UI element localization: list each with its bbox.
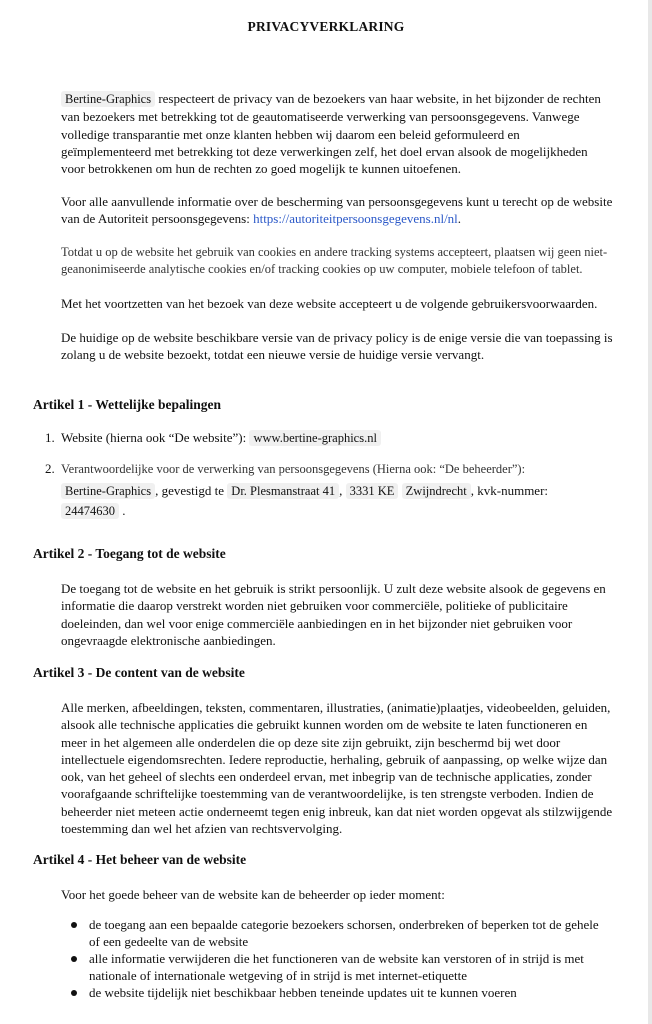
list-item-beheerder-label: Verantwoordelijke voor de verwerking van persoonsgegevens (Hierna ook: “De beheerder”): bbox=[61, 462, 526, 476]
kvk-chip: 24474630 bbox=[61, 503, 119, 519]
intro-paragraph-1 bbox=[61, 90, 613, 177]
company-name-chip: Bertine-Graphics bbox=[61, 91, 155, 107]
artikel-3-text: Alle merken, afbeeldingen, teksten, commentaren, illustraties, (animatie)plaatjes, videobeelden, geluiden, alsook alle technische applicaties die gebruikt kunnen worden om de website te laten functioneren en meer in het algemeen alle onderdelen die op deze site zijn gebruikt, zijn beschermd bij wet door intellectuele eigendomsrechten. Iedere reproductie, herhaling, gebruik of aanpassing, op welke wijze dan ook, van het geheel of slechts een onderdeel ervan, met inbegrip van de technische applicaties, zonder voorafgaande schriftelijke toestemming van de verantwoordelijke, is ten strengste verboden. Indien de beheerder niet meteen actie onderneemt tegen enig inbreuk, kan dat niet worden opgevat als stilzwijgende toestemming dan wel het afzien van rechtsvervolging. bbox=[61, 700, 613, 837]
postcode-chip: 3331 KE bbox=[346, 483, 399, 499]
gevestigd-text: , gevestigd te bbox=[155, 483, 225, 498]
artikel-1-heading: Artikel 1 - Wettelijke bepalingen bbox=[33, 397, 221, 412]
comma-text: , bbox=[339, 483, 343, 498]
list-number-1: 1. bbox=[45, 430, 55, 445]
artikel-2-text: De toegang tot de website en het gebruik is strikt persoonlijk. U zult deze website alsook de gegevens en informatie die daarop verstrekt worden niet gebruiken voor commerciële, politieke of publicitaire doeleinden, dan wel voor enige commerciële aanbiedingen en in het bijzonder niet gebruiken voor ongevraagde elektronische aanbiedingen. bbox=[61, 581, 606, 648]
page-title: PRIVACYVERKLARING bbox=[247, 19, 405, 34]
list-item-beheerder-details bbox=[61, 481, 613, 521]
artikel-4-intro: Voor het goede beheer van de website kan de beheerder op ieder moment: bbox=[61, 887, 445, 902]
city-chip: Zwijndrecht bbox=[402, 483, 471, 499]
website-url-chip: www.bertine-graphics.nl bbox=[249, 430, 380, 446]
accept-paragraph: Met het voortzetten van het bezoek van deze website accepteert u de volgende gebruikersvoorwaarden. bbox=[61, 296, 598, 311]
list-number-2: 2. bbox=[45, 461, 55, 476]
version-paragraph: De huidige op de website beschikbare versie van de privacy policy is de enige versie die van toepassing is zolang u de website bezoekt, totdat een nieuwe versie de huidige versie vervangt. bbox=[61, 330, 613, 363]
cookie-paragraph: Totdat u op de website het gebruik van cookies en andere tracking systems accepteert, plaatsen wij geen niet-geanonimiseerde analytische cookies en/of tracking cookies op uw computer, mobiele telefoon of tablet. bbox=[61, 245, 608, 277]
intro-paragraph-2 bbox=[61, 193, 613, 228]
website-label: Website (hierna ook “De website”): bbox=[61, 430, 247, 445]
autoriteit-link[interactable]: https://autoriteitpersoonsgegevens.nl/nl bbox=[253, 211, 458, 227]
bullet-item-1: de toegang aan een bepaalde categorie bezoekers schorsen, onderbreken of beperken tot de gehele of een gedeelte van de website bbox=[89, 917, 599, 950]
street-chip: Dr. Plesmanstraat 41 bbox=[227, 483, 339, 499]
intro-paragraph-2-text: Voor alle aanvullende informatie over de bescherming van persoonsgegevens kunt u terecht op de website van de Autoriteit persoonsgegevens: bbox=[61, 194, 613, 227]
bullet-dot bbox=[71, 922, 77, 928]
artikel-2-heading: Artikel 2 - Toegang tot de website bbox=[33, 546, 226, 561]
bullet-dot bbox=[71, 956, 77, 962]
kvk-label: , kvk-nummer: bbox=[470, 483, 549, 498]
bullet-dot bbox=[71, 990, 77, 996]
intro-paragraph-1-text: respecteert de privacy van de bezoekers van haar website, in het bijzonder de rechten van bezoekers met betrekking tot de geautomatiseerde verwerking van persoonsgegevens. Vanwege volledige transparantie met onze klanten hebben wij daarom een beleid geformuleerd en geïmplementeerd met betrekking tot deze verwerkingen zelf, het doel ervan alsook de mogelijkheden voor betrokkenen om hun de rechten zo goed mogelijk te kunnen uitoefenen. bbox=[61, 91, 601, 177]
company-chip: Bertine-Graphics bbox=[61, 483, 155, 499]
intro-paragraph-2-end: . bbox=[457, 211, 462, 227]
artikel-4-heading: Artikel 4 - Het beheer van de website bbox=[33, 852, 247, 867]
bullet-item-2: alle informatie verwijderen die het functioneren van de website kan verstoren of in strijd is met nationale of internationale wetgeving of in strijd is met internet-etiquette bbox=[89, 951, 584, 984]
list-item-website bbox=[61, 429, 613, 447]
bullet-item-3: de website tijdelijk niet beschikbaar hebben teneinde updates uit te kunnen voeren bbox=[89, 985, 517, 1000]
artikel-3-heading: Artikel 3 - De content van de website bbox=[33, 665, 245, 680]
window-edge bbox=[648, 0, 652, 1024]
kvk-dot: . bbox=[122, 503, 126, 518]
